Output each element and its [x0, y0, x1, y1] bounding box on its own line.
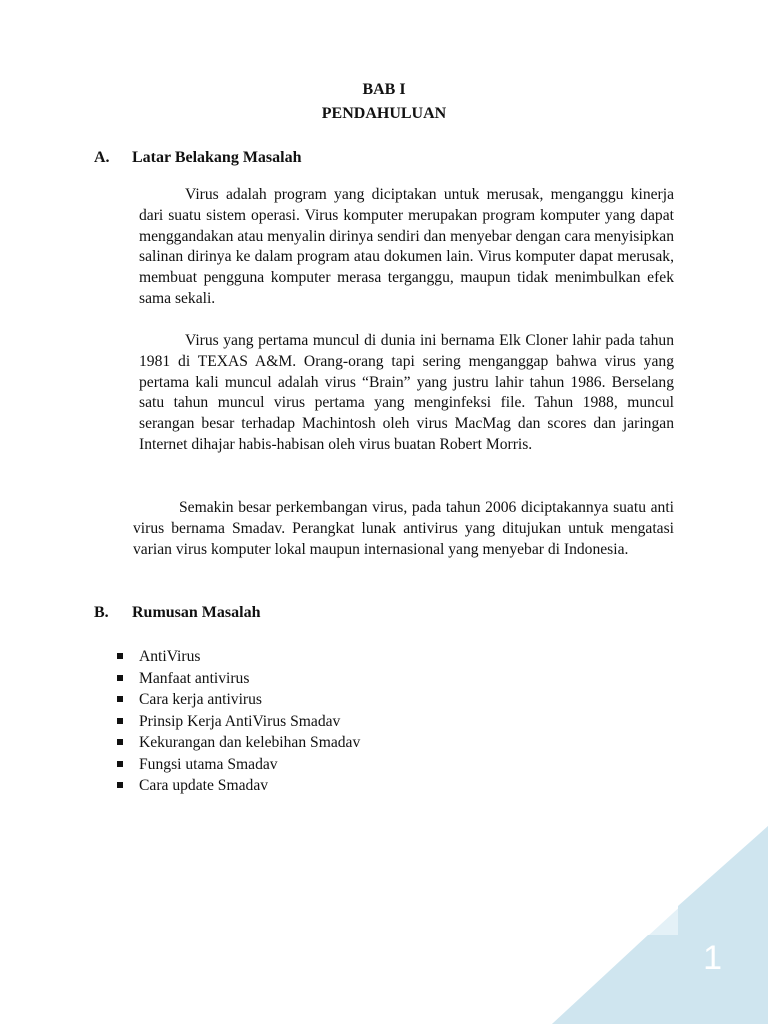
list-item-label: Manfaat antivirus	[139, 669, 250, 687]
paragraph-text: Semakin besar perkembangan virus, pada tahun 2006 diciptakannya suatu anti virus bernama Smadav. Perangkat lunak antivirus yang ditujukan untuk mengatasi varian virus komputer lokal maupun internasional yang menyebar di Indonesia.	[133, 499, 674, 558]
bullet-square-icon	[117, 782, 123, 788]
bullet-square-icon	[117, 696, 123, 702]
list-item-label: Kekurangan dan kelebihan Smadav	[139, 734, 361, 751]
list-item	[116, 711, 360, 733]
section-letter: A.	[94, 149, 110, 166]
list-item-label: AntiVirus	[139, 648, 201, 665]
list-item-label: Cara kerja antivirus	[139, 691, 262, 708]
list-item	[116, 732, 360, 754]
bullet-square-icon	[117, 675, 123, 681]
bullet-square-icon	[117, 653, 123, 659]
chapter-number: BAB I	[362, 81, 406, 98]
list-item	[116, 668, 360, 690]
list-item-label: Cara update Smadav	[139, 777, 269, 794]
list-item-label: Prinsip Kerja AntiVirus Smadav	[139, 712, 341, 730]
chapter-title: PENDAHULUAN	[321, 105, 447, 122]
paragraph-text: Virus adalah program yang diciptakan untuk merusak, menganggu kinerja dari suatu sistem operasi. Virus komputer merupakan program komputer yang dapat menggandakan atau menyalin dirinya sendiri dan menyebar dengan cara menyisipkan salinan dirinya ke dalam program atau dokumen lain. Virus komputer dapat merusak, membuat pengguna komputer merasa terganggu, maupun tidak menimbulkan efek sama sekali.	[139, 186, 674, 307]
list-item	[116, 775, 360, 797]
paragraph-2	[139, 331, 674, 456]
list-item	[116, 689, 360, 711]
section-heading-b	[94, 603, 260, 623]
paragraph-1	[139, 185, 674, 310]
section-letter: B.	[94, 604, 109, 621]
page-number: 1	[703, 939, 722, 977]
rumusan-list	[116, 646, 360, 797]
bullet-square-icon	[117, 718, 123, 724]
bullet-square-icon	[117, 739, 123, 745]
bullet-square-icon	[117, 761, 123, 767]
section-title: Rumusan Masalah	[132, 604, 261, 621]
section-title: Latar Belakang Masalah	[132, 149, 302, 166]
section-heading-a	[94, 148, 302, 168]
paragraph-text: Virus yang pertama muncul di dunia ini bernama Elk Cloner lahir pada tahun 1981 di TEXAS A&M. Orang-orang tapi sering menganggap bahwa virus yang pertama kali muncul adalah virus “Brain” yang justru lahir tahun 1986. Berselang satu tahun muncul virus pertama yang menginfeksi file. Tahun 1988, muncul serangan besar terhadap Machintosh oleh virus MacMag dan scores dan jaringan Internet dihajar habis-habisan oleh virus buatan Robert Morris.	[139, 332, 674, 453]
list-item	[116, 754, 360, 776]
paragraph-3	[133, 498, 674, 560]
list-item-label: Fungsi utama Smadav	[139, 755, 278, 773]
list-item	[116, 646, 360, 668]
